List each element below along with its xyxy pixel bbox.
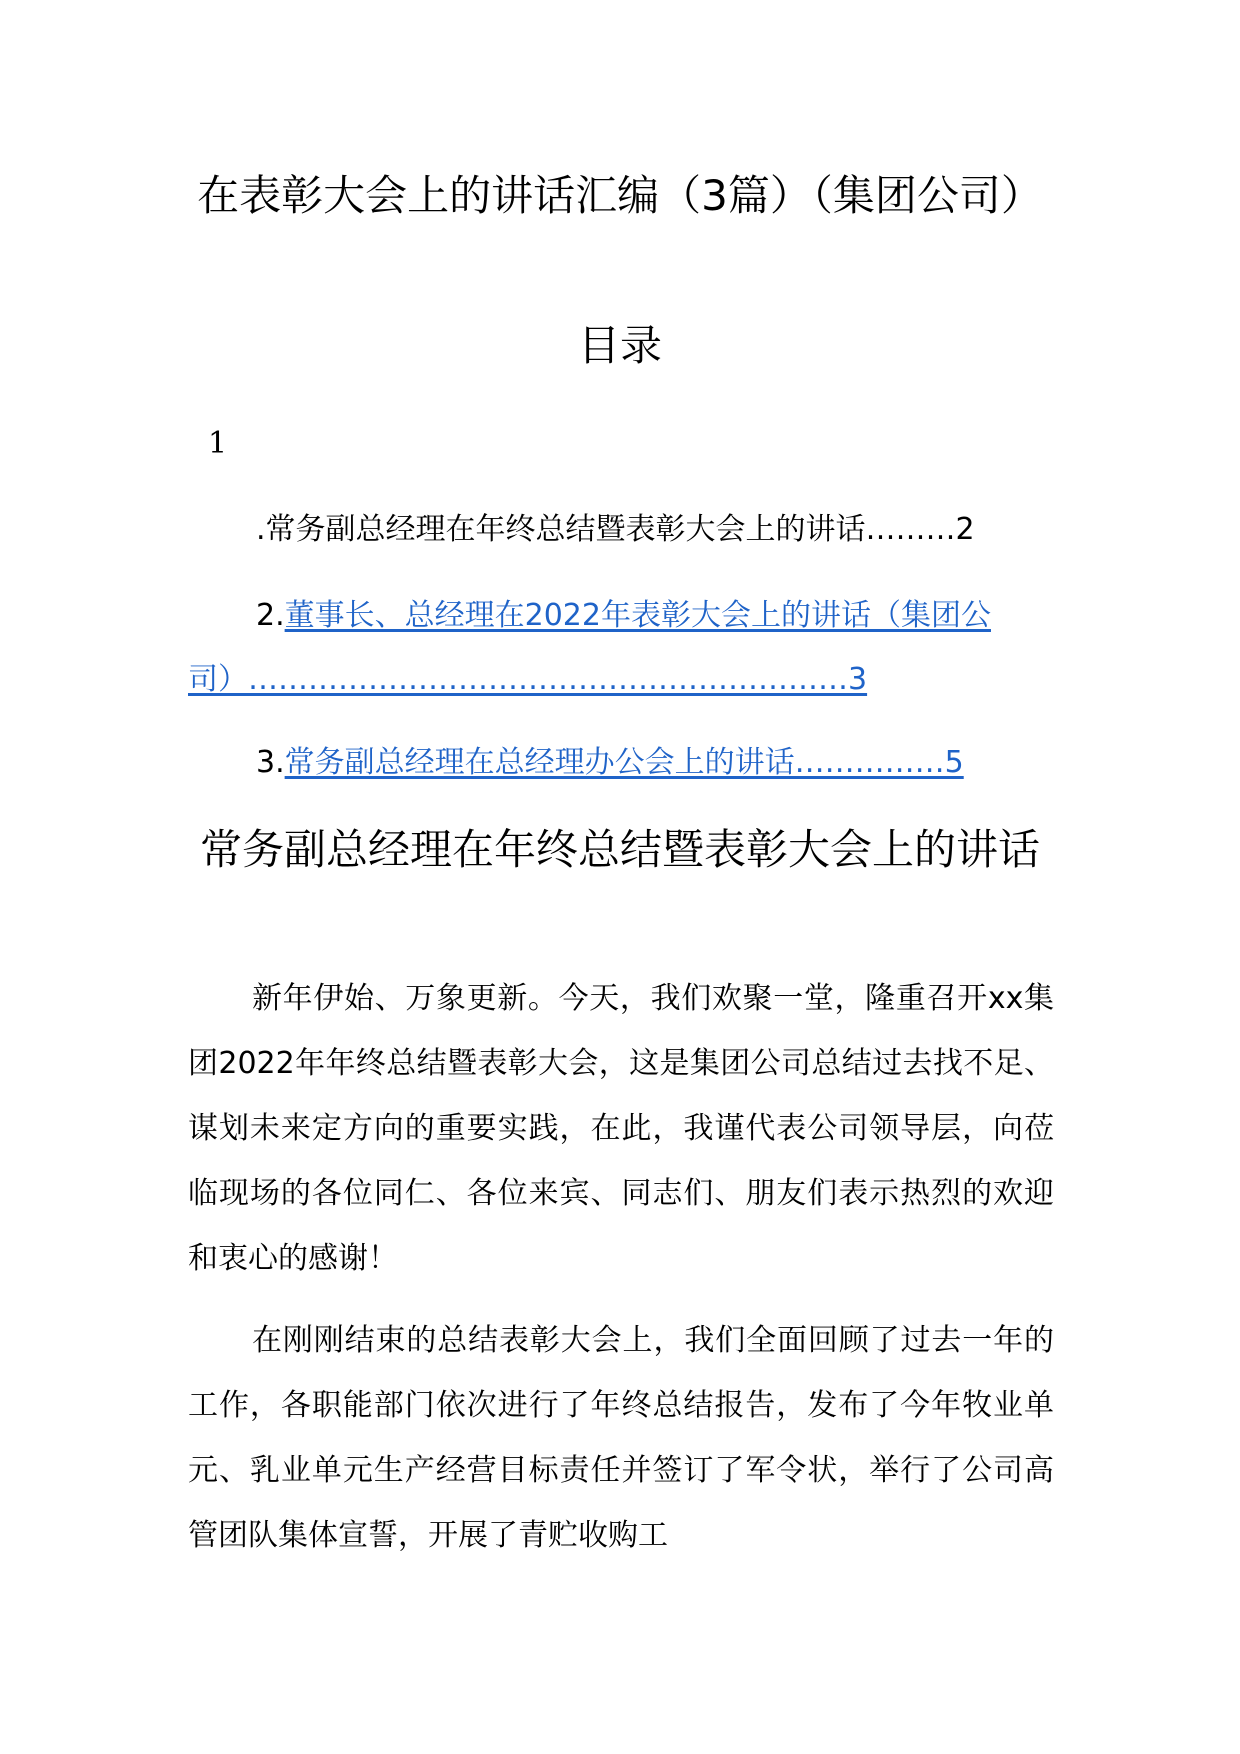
toc-entry-3-link[interactable]: 常务副总经理在总经理办公会上的讲话……………5 <box>284 745 964 780</box>
toc-entry-3[interactable] <box>188 731 1054 795</box>
toc-entry-2-number: 2. <box>256 598 285 633</box>
body-paragraph-1: 新年伊始、万象更新。今天，我们欢聚一堂，隆重召开xx集团2022年年终总结暨表彰大会，这是集团公司总结过去找不足、谋划未来定方向的重要实践，在此，我谨代表公司领导层，向莅临现场的各位同仁、各位来宾、同志们、朋友们表示热烈的欢迎和衷心的感谢！ <box>188 981 1054 1276</box>
toc-entry-1-text[interactable]: .常务副总经理在年终总结暨表彰大会上的讲话………2 <box>256 512 975 547</box>
toc-entry-2[interactable] <box>188 584 1054 712</box>
toc-entry-2-link[interactable]: 董事长、总经理在2022年表彰大会上的讲话（集团公司）……………………………………………………3 <box>188 598 991 697</box>
section-title: 常务副总经理在年终总结暨表彰大会上的讲话 <box>199 825 1040 874</box>
body-paragraph-2: 在刚刚结束的总结表彰大会上，我们全面回顾了过去一年的工作，各职能部门依次进行了年终总结报告，发布了今年牧业单元、乳业单元生产经营目标责任并签订了军令状，举行了公司高管团队集体宣誓，开展了青贮收购工 <box>188 1323 1054 1553</box>
document-title: 在表彰大会上的讲话汇编（3篇）（集团公司） <box>197 171 1043 220</box>
toc-entry-1[interactable] <box>188 498 1054 562</box>
toc-heading: 目录 <box>577 321 662 370</box>
toc-entry-3-number: 3. <box>256 745 285 780</box>
toc-orphan-number: 1 <box>208 426 228 461</box>
